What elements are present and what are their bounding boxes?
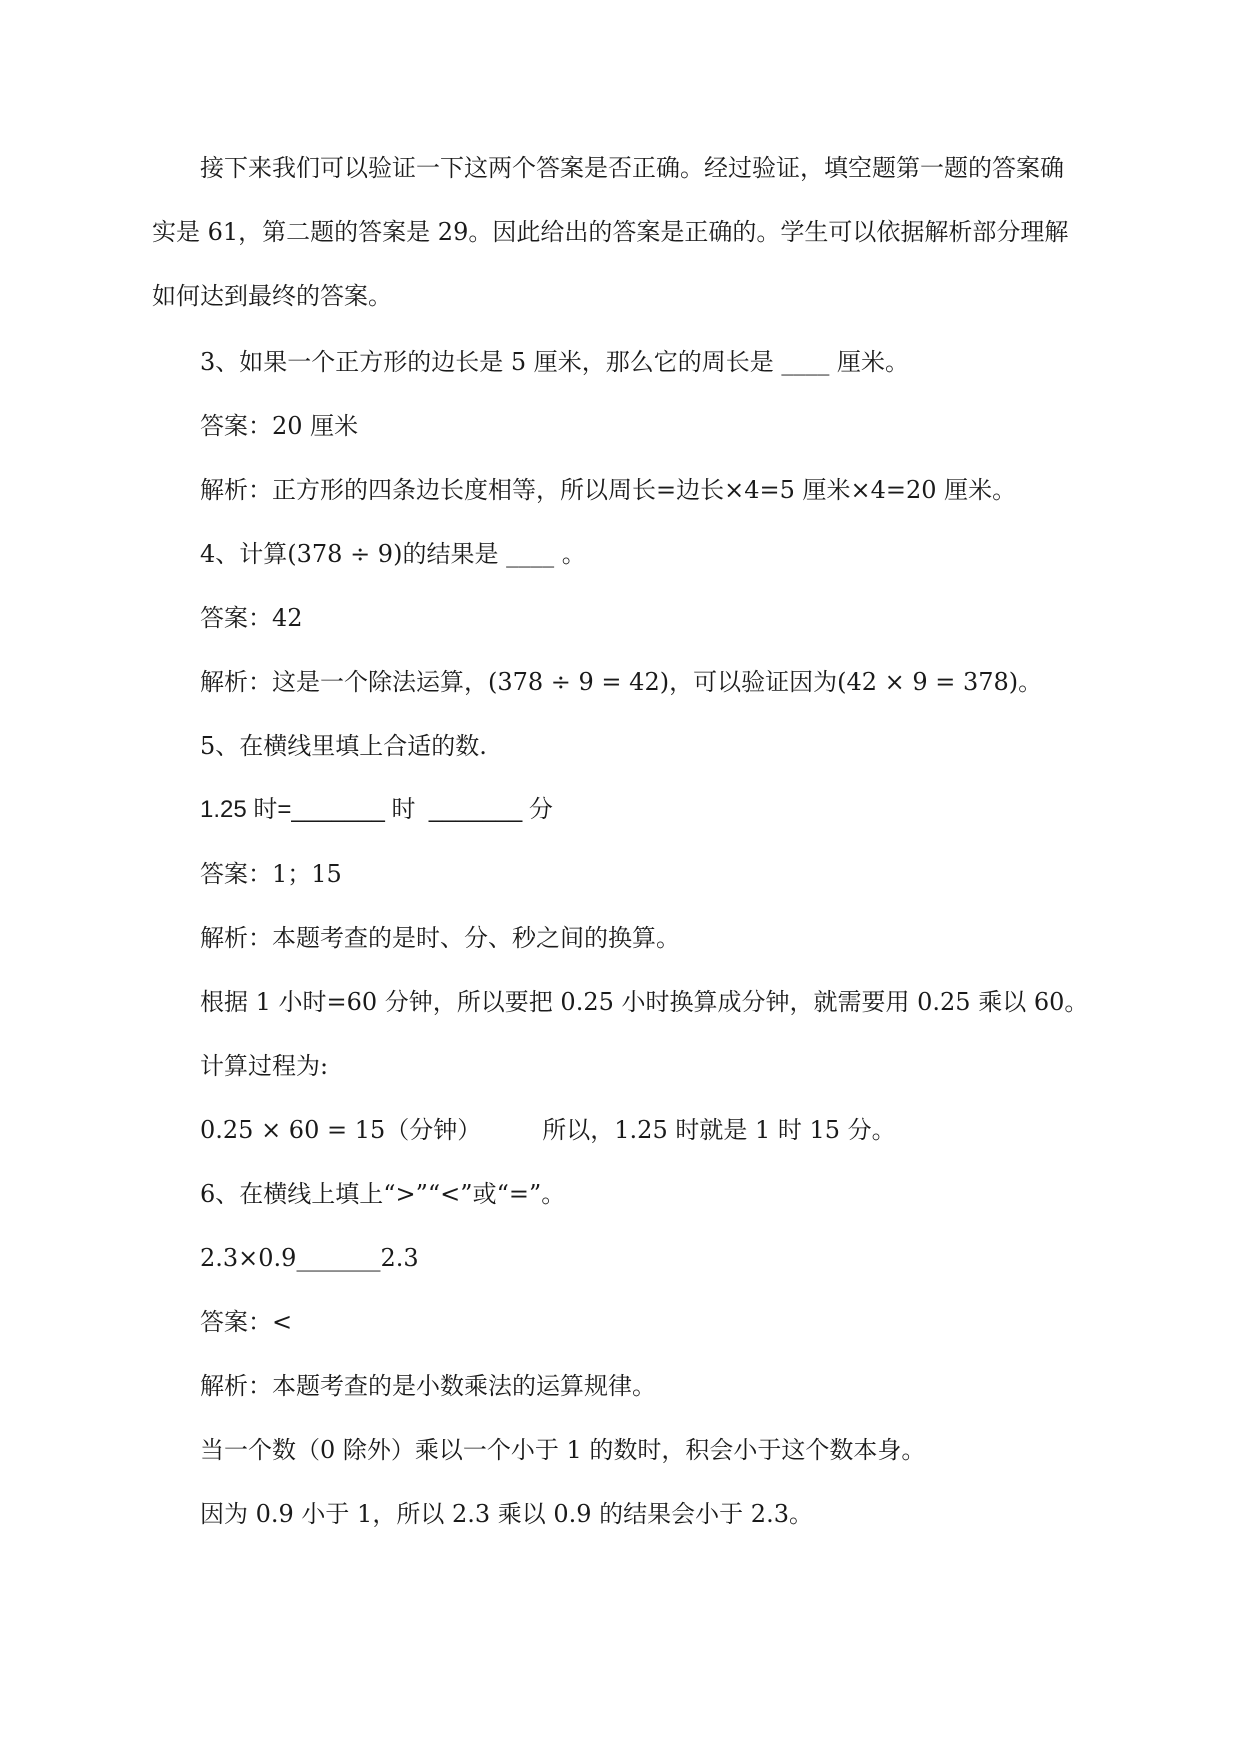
analysis-5-2: 根据 1 小时=60 分钟，所以要把 0.25 小时换算成分钟，就需要用 0.25 乘以 60。 [200, 988, 1089, 1016]
blank-line-5: 1.25 时=_______ 时 _______ 分 [200, 796, 553, 823]
intro-line-2: 实是 61，第二题的答案是 29。因此给出的答案是正确的。学生可以依据解析部分理解 [152, 218, 1069, 246]
analysis-5-3: 计算过程为: [200, 1052, 329, 1080]
analysis-5-1: 解析：本题考查的是时、分、秒之间的换算。 [200, 924, 680, 952]
analysis-3: 解析：正方形的四条边长度相等，所以周长=边长×4=5 厘米×4=20 厘米。 [200, 476, 1017, 504]
answer-5: 答案：1；15 [200, 860, 342, 888]
analysis-6-3: 因为 0.9 小于 1，所以 2.3 乘以 0.9 的结果会小于 2.3。 [200, 1500, 813, 1528]
question-6: 6、在横线上填上“>”“<”或“=”。 [200, 1180, 566, 1208]
question-5: 5、在横线里填上合适的数. [200, 732, 487, 760]
blank-line-6: 2.3×0.9_______2.3 [200, 1244, 419, 1272]
answer-4: 答案：42 [200, 604, 303, 632]
analysis-5-4: 0.25 × 60 = 15（分钟） 所以，1.25 时就是 1 时 15 分。 [200, 1116, 896, 1144]
analysis-6-1: 解析：本题考查的是小数乘法的运算规律。 [200, 1372, 656, 1400]
answer-6: 答案：< [200, 1308, 293, 1336]
analysis-6-2: 当一个数（0 除外）乘以一个小于 1 的数时，积会小于这个数本身。 [200, 1436, 926, 1464]
analysis-4: 解析：这是一个除法运算，(378 ÷ 9 = 42)，可以验证因为(42 × 9 = 378)。 [200, 668, 1043, 696]
answer-3: 答案：20 厘米 [200, 412, 359, 440]
question-3: 3、如果一个正方形的边长是 5 厘米，那么它的周长是 ____ 厘米。 [200, 348, 910, 376]
intro-line-1: 接下来我们可以验证一下这两个答案是否正确。经过验证，填空题第一题的答案确 [200, 154, 1064, 182]
question-4: 4、计算(378 ÷ 9)的结果是 ____ 。 [200, 540, 586, 568]
intro-line-3: 如何达到最终的答案。 [152, 282, 392, 310]
